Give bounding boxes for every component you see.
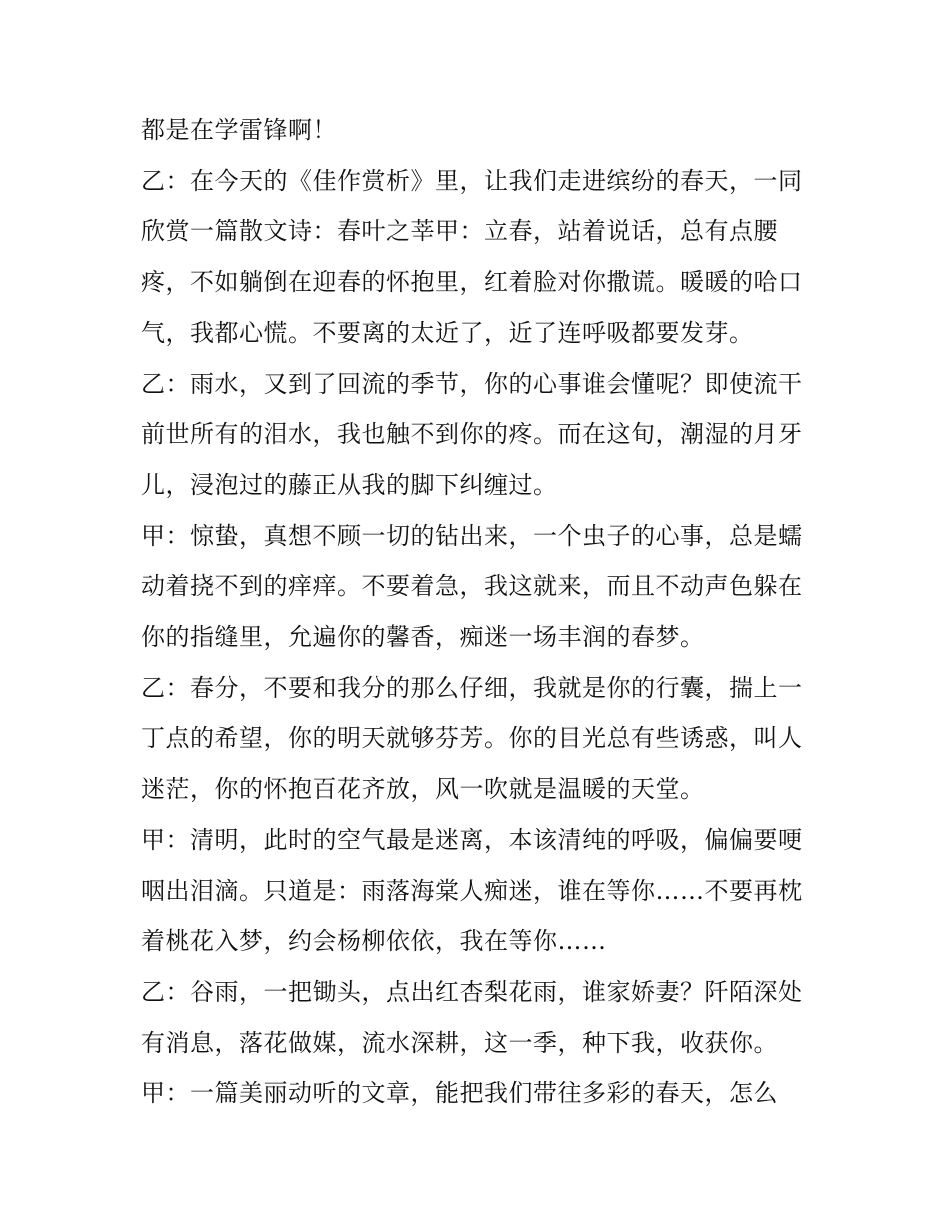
text-line: 甲：一篇美丽动听的文章，能把我们带往多彩的春天，怎么 (141, 1079, 778, 1107)
text-line: 你的指缝里，允遍你的馨香，痴迷一场丰润的春梦。 (141, 623, 705, 651)
text-line: 乙：谷雨，一把锄头，点出红杏梨花雨，谁家娇妻？阡陌深处 (141, 978, 803, 1006)
text-line: 有消息，落花做媒，流水深耕，这一季，种下我，收获你。 (141, 1029, 778, 1057)
text-line: 着桃花入梦，约会杨柳依依，我在等你…… (141, 927, 607, 955)
text-line: 疼，不如躺倒在迎春的怀抱里，红着脸对你撒谎。暖暖的哈口 (141, 268, 803, 296)
text-line: 都是在学雷锋啊！ (141, 116, 337, 144)
text-line: 乙：雨水，又到了回流的季节，你的心事谁会懂呢？即使流干 (141, 370, 803, 398)
text-line: 甲：惊蛰，真想不顾一切的钻出来，一个虫子的心事，总是蠕 (141, 522, 803, 550)
text-line: 咽出泪滴。只道是：雨落海棠人痴迷，谁在等你……不要再枕 (141, 877, 803, 905)
text-line: 迷茫，你的怀抱百花齐放，风一吹就是温暖的天堂。 (141, 775, 705, 803)
text-line: 前世所有的泪水，我也触不到你的疼。而在这旬，潮湿的月牙 (141, 420, 803, 448)
text-line: 动着挠不到的痒痒。不要着急，我这就来，而且不动声色躲在 (141, 572, 803, 600)
text-line: 丁点的希望，你的明天就够芬芳。你的目光总有些诱惑，叫人 (141, 724, 803, 752)
text-line: 气，我都心慌。不要离的太近了，近了连呼吸都要发芽。 (141, 319, 754, 347)
text-line: 乙：在今天的《佳作赏析》里，让我们走进缤纷的春天，一同 (141, 167, 803, 195)
text-line: 欣赏一篇散文诗：春叶之莘甲：立春，站着说话，总有点腰 (141, 217, 778, 245)
text-line: 儿，浸泡过的藤正从我的脚下纠缠过。 (141, 471, 558, 499)
text-line: 甲：清明，此时的空气最是迷离，本该清纯的呼吸，偏偏要哽 (141, 826, 803, 854)
text-line: 乙：春分，不要和我分的那么仔细，我就是你的行囊，揣上一 (141, 674, 803, 702)
